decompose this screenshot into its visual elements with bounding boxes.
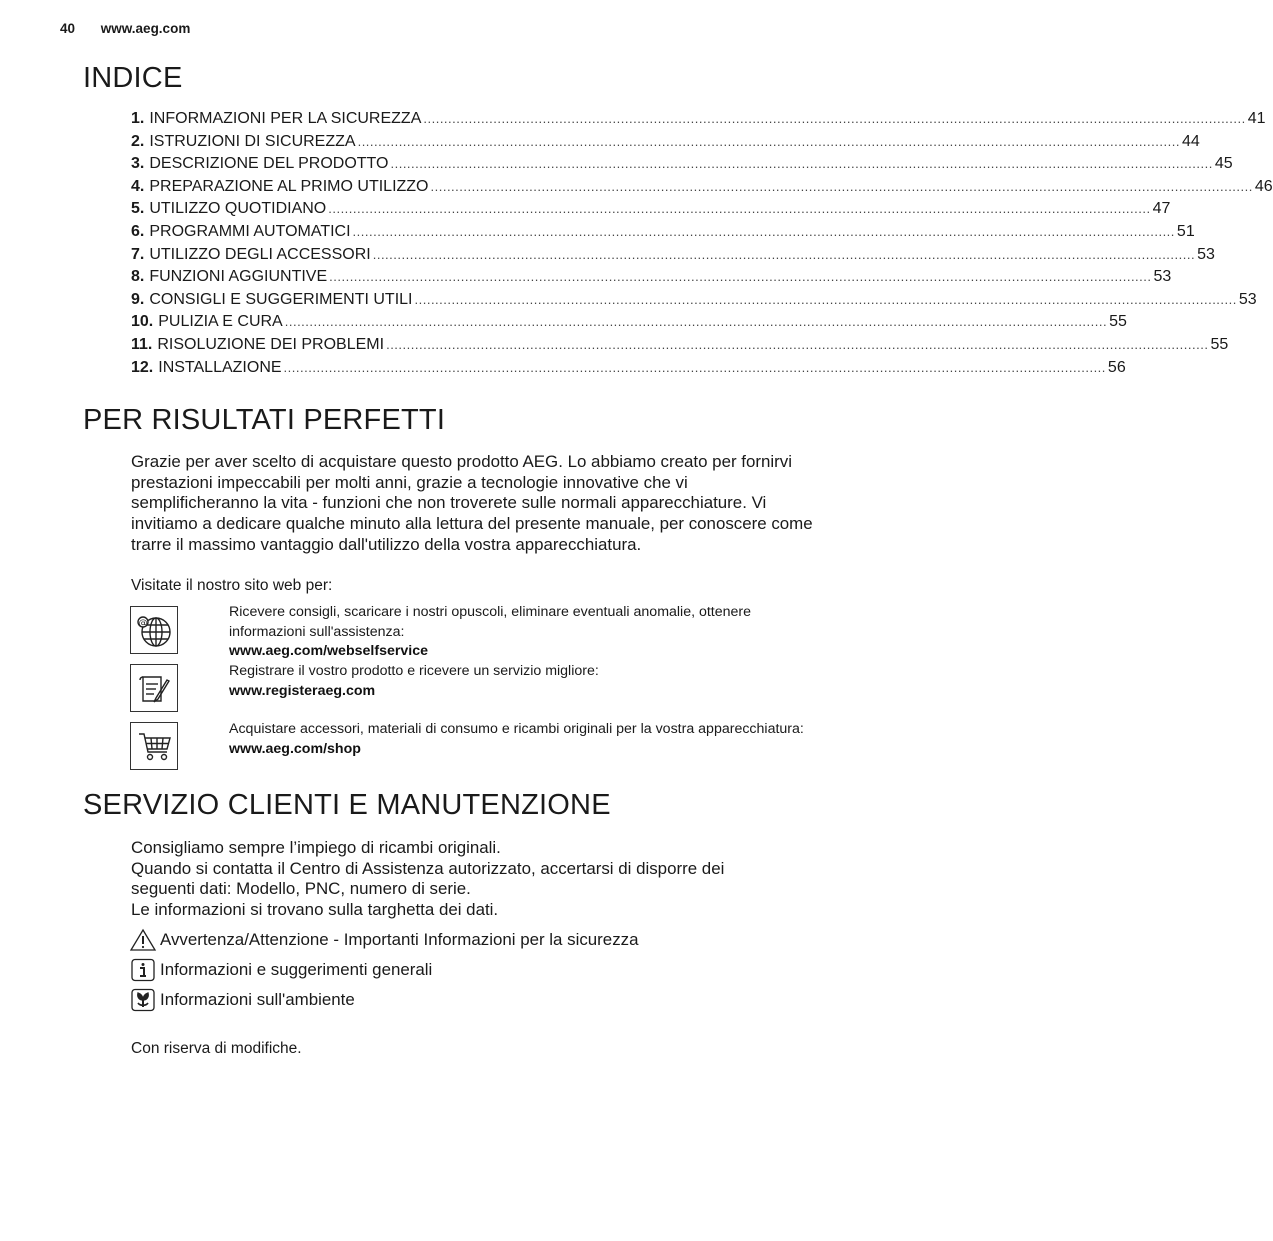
legend-item xyxy=(129,928,638,952)
toc-title: PROGRAMMI AUTOMATICI xyxy=(149,222,351,240)
toc-leader: ........................................................................................................................................................................................................ xyxy=(423,111,1246,126)
site-item xyxy=(229,603,809,662)
toc-leader: ........................................................................................................................................................................................................ xyxy=(430,178,1253,194)
toc-title: PREPARAZIONE AL PRIMO UTILIZZO xyxy=(149,177,429,195)
site-item xyxy=(229,720,809,759)
toc-page: 53 xyxy=(1153,268,1172,286)
legend-item xyxy=(129,958,432,982)
toc-page: 46 xyxy=(1254,177,1273,195)
toc-leader: ........................................................................................................................................................................................................ xyxy=(414,291,1237,307)
toc-title: CONSIGLI E SUGGERIMENTI UTILI xyxy=(149,290,413,308)
site-url[interactable]: www.aeg.com/webselfservice xyxy=(229,643,428,659)
toc-leader: ........................................................................................................................................................................................................ xyxy=(329,269,1152,285)
toc-number: 4. xyxy=(131,177,145,195)
toc-row[interactable] xyxy=(131,177,1273,201)
toc-leader: ........................................................................................................................................................................................................ xyxy=(328,201,1151,217)
toc-page: 44 xyxy=(1181,132,1200,150)
site-link[interactable]: www.aeg.com xyxy=(100,21,191,36)
toc-page: 47 xyxy=(1152,200,1171,218)
page-header xyxy=(60,21,190,36)
toc-number: 2. xyxy=(131,132,145,150)
indice-heading: INDICE xyxy=(83,62,183,94)
page-number: 40 xyxy=(60,21,76,36)
toc-row[interactable] xyxy=(131,268,1172,291)
toc-title: FUNZIONI AGGIUNTIVE xyxy=(149,268,328,286)
toc-title: UTILIZZO QUOTIDIANO xyxy=(149,200,327,218)
toc-number: 6. xyxy=(131,222,145,240)
toc-title: DESCRIZIONE DEL PRODOTTO xyxy=(149,155,389,173)
toc-leader: ........................................................................................................................................................................................................ xyxy=(357,133,1180,149)
service-line: seguenti dati: Modello, PNC, numero di serie. xyxy=(131,879,471,898)
toc-title: INFORMAZIONI PER LA SICUREZZA xyxy=(149,110,422,127)
toc-leader: ........................................................................................................................................................................................................ xyxy=(284,314,1108,330)
toc-row[interactable] xyxy=(131,358,1126,382)
toc-number: 1. xyxy=(131,110,145,127)
toc-number: 7. xyxy=(131,245,145,263)
globe-icon xyxy=(130,606,178,654)
toc-number: 5. xyxy=(131,200,145,218)
toc-title: UTILIZZO DEGLI ACCESSORI xyxy=(149,245,371,263)
site-url[interactable]: www.registeraeg.com xyxy=(229,682,376,699)
site-description: Acquistare accessori, materiali di consumo e ricambi originali per la vostra apparecchiatura: xyxy=(229,721,804,737)
toc-row[interactable] xyxy=(131,200,1171,223)
legend-text: Informazioni e suggerimenti generali xyxy=(160,960,433,979)
service-line: Consigliamo sempre l’impiego di ricambi originali. xyxy=(131,838,501,857)
toc-page: 55 xyxy=(1210,335,1229,353)
info-icon xyxy=(129,958,157,982)
servizio-heading: SERVIZIO CLIENTI E MANUTENZIONE xyxy=(83,789,611,821)
toc-number: 8. xyxy=(131,268,145,286)
site-description: Registrare il vostro prodotto e ricevere un servizio migliore: xyxy=(229,663,599,679)
toc-page: 56 xyxy=(1107,358,1126,376)
toc-page: 41 xyxy=(1247,110,1266,127)
toc-page: 45 xyxy=(1214,155,1233,173)
service-line: Quando si contatta il Centro di Assistenza autorizzato, accertarsi di disporre dei xyxy=(131,858,725,878)
environment-icon xyxy=(129,988,157,1012)
intro-paragraph: Grazie per aver scelto di acquistare questo prodotto AEG. Lo abbiamo creato per fornirvi prestazioni impeccabili per molti anni, grazie a tecnologie innovative che vi semplificheranno la vita - funzioni che non troverete sulle normali apparecchiature. Vi invitiamo a dedicare qualche minuto alla lettura del presente manuale, per conoscere come trarre il massimo vantaggio dall'utilizzo della vostra apparecchiatura. xyxy=(131,452,813,554)
warning-icon xyxy=(129,928,157,952)
toc-leader: ........................................................................................................................................................................................................ xyxy=(283,359,1106,375)
toc-page: 55 xyxy=(1109,313,1127,331)
svg-text:@: @ xyxy=(138,618,148,629)
toc-number: 12. xyxy=(131,358,154,376)
toc-page: 51 xyxy=(1176,222,1195,240)
visit-text: Visitate il nostro sito web per: xyxy=(131,577,333,594)
site-url[interactable]: www.aeg.com/shop xyxy=(229,740,361,757)
toc-row[interactable] xyxy=(131,155,1233,178)
toc-title: ISTRUZIONI DI SICUREZZA xyxy=(149,132,356,150)
toc-row[interactable] xyxy=(131,313,1127,336)
service-line: Le informazioni si trovano sulla targhetta dei dati. xyxy=(131,899,499,919)
toc-leader: ........................................................................................................................................................................................................ xyxy=(372,246,1196,262)
table-of-contents xyxy=(131,110,1273,381)
site-description: Ricevere consigli, scaricare i nostri opuscoli, eliminare eventuali anomalie, ottenere informazioni sull'assistenza: xyxy=(229,604,752,640)
toc-number: 11. xyxy=(131,335,153,353)
toc-number: 10. xyxy=(131,313,154,331)
toc-row[interactable] xyxy=(131,132,1200,156)
legend-text: Avvertenza/Attenzione - Importanti Informazioni per la sicurezza xyxy=(160,930,639,949)
toc-page: 53 xyxy=(1197,245,1215,263)
toc-page: 53 xyxy=(1238,290,1257,308)
toc-title: PULIZIA E CURA xyxy=(158,313,283,331)
toc-leader: ........................................................................................................................................................................................................ xyxy=(386,336,1209,352)
toc-number: 9. xyxy=(131,290,145,308)
legend-item xyxy=(129,988,355,1012)
footer-note: Con riserva di modifiche. xyxy=(131,1040,302,1057)
legend-text: Informazioni sull'ambiente xyxy=(160,990,355,1009)
site-item xyxy=(229,662,809,701)
toc-row[interactable] xyxy=(131,290,1257,314)
toc-row[interactable] xyxy=(131,245,1215,269)
toc-title: INSTALLAZIONE xyxy=(158,358,282,376)
toc-row[interactable] xyxy=(131,110,1266,133)
toc-title: RISOLUZIONE DEI PROBLEMI xyxy=(157,335,385,353)
shopping-cart-icon xyxy=(130,722,178,770)
toc-leader: ........................................................................................................................................................................................................ xyxy=(352,223,1175,239)
register-icon xyxy=(130,664,178,712)
toc-row[interactable] xyxy=(131,222,1195,246)
perfetti-heading: PER RISULTATI PERFETTI xyxy=(83,404,446,436)
toc-row[interactable] xyxy=(131,335,1229,359)
toc-leader: ........................................................................................................................................................................................................ xyxy=(390,156,1213,172)
service-text xyxy=(131,838,821,920)
toc-number: 3. xyxy=(131,155,145,173)
